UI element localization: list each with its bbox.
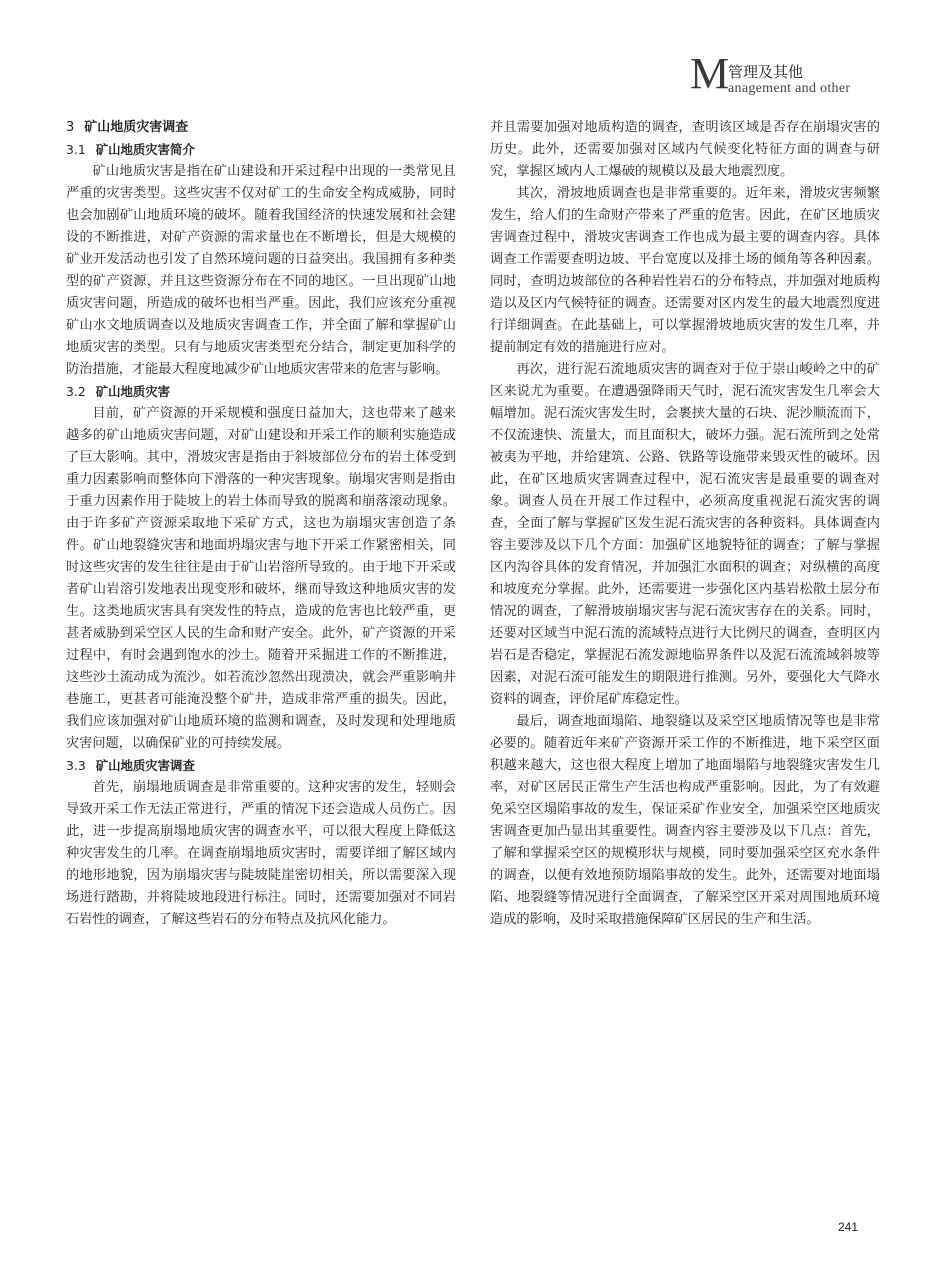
header-title-en: anagement and other (728, 81, 851, 96)
right-column (490, 117, 880, 931)
subsection-number: 3.3 (66, 758, 86, 773)
running-header (690, 49, 930, 102)
subsection-number: 3.1 (66, 142, 86, 157)
subsection-number: 3.2 (66, 384, 86, 399)
paragraph: 其次，滑坡地质调查也是非常重要的。近年来，滑坡灾害频繁发生，给人们的生命财产带来了严重的危害。因此，在矿区地质灾害调查过程中，滑坡灾害调查工作也成为最主要的调查内容。具体调查工作需要查明边坡、平台宽度以及排土场的倾角等各种因素。同时，查明边坡部位的各种岩性岩石的分布特点，并加强对地质构造以及区内气候特征的调查。还需要对区内发生的最大地震烈度进行详细调查。在此基础上，可以掌握滑坡地质灾害的发生几率，并提前制定有效的措施进行应对。 (490, 186, 880, 355)
subsection-title: 矿山地质灾害调查 (95, 758, 195, 773)
header-title-cn: 管理及其他 (728, 63, 804, 81)
paragraph: 最后，调查地面塌陷、地裂缝以及采空区地质情况等也是非常必要的。随着近年来矿产资源开采工作的不断推进，地下采空区面积越来越大，这也很大程度上增加了地面塌陷与地裂缝灾害发生几率，对矿区居民正常生产生活也构成严重影响。因此，为了有效避免采空区塌陷事故的发生，保证采矿作业安全，加强采空区地质灾害调查更加凸显出其重要性。调查内容主要涉及以下几点：首先，了解和掌握采空区的规模形状与规模，同时要加强采空区充水条件的调查，以便有效地预防塌陷事故的发生。此外，还需要对地面塌陷、地裂缝等情况进行全面调查，了解采空区开采对周围地质环境造成的影响，及时采取措施保障矿区居民的生产和生活。 (490, 714, 880, 927)
left-column (66, 117, 456, 931)
paragraph: 首先，崩塌地质调查是非常重要的。这种灾害的发生，轻则会导致开采工作无法正常进行，严重的情况下还会造成人员伤亡。因此，进一步提高崩塌地质灾害的调查水平，可以很大程度上降低这种灾害发生的几率。在调查崩塌地质灾害时，需要详细了解区域内的地形地貌，因为崩塌灾害与陡坡陡崖密切相关，所以需要深入现场进行踏勘，并将陡坡地段进行标注。同时，还需要加强对不同岩石岩性的调查，了解这些岩石的分布特点及抗风化能力。 (66, 780, 456, 927)
paragraph-continued: 并且需要加强对地质构造的调查，查明该区域是否存在崩塌灾害的历史。此外，还需要加强对区域内气候变化特征方面的调查与研究，掌握区域内人工爆破的规模以及最大地震烈度。 (490, 120, 880, 179)
paragraph: 目前，矿产资源的开采规模和强度日益加大，这也带来了越来越多的矿山地质灾害问题，对矿山建设和开采工作的顺利实施造成了巨大影响。其中，滑坡灾害是指由于斜坡部位分布的岩土体受到重力因素影响而整体向下滑落的一种灾害现象。崩塌灾害则是指由于重力因素作用于陡坡上的岩土体而导致的脱离和崩落滚动现象。由于许多矿产资源采取地下采矿方式，这也为崩塌灾害创造了条件。矿山地裂缝灾害和地面坍塌灾害与地下开采工作紧密相关，同时这些灾害的发生往往是由于矿山岩溶所导致的。由于地下开采或者矿山岩溶引发地表出现变形和破坏，继而导致这种地质灾害的发生。这类地质灾害具有突发性的特点，造成的危害也比较严重，更甚者威胁到采空区人民的生命和财产安全。此外，矿产资源的开采过程中，有时会遇到饱水的沙土。随着开采掘进工作的不断推进，这些沙土流动成为流沙。如若流沙忽然出现溃决，就会严重影响井巷施工，更甚者可能淹没整个矿井，造成非常严重的损失。因此，我们应该加强对矿山地质环境的监测和调查，及时发现和处理地质灾害问题，以确保矿业的可持续发展。 (66, 406, 456, 751)
subsection-heading-3-3 (66, 755, 456, 777)
subsection-title: 矿山地质灾害简介 (95, 142, 195, 157)
paragraph: 再次，进行泥石流地质灾害的调查对于位于崇山峻岭之中的矿区来说尤为重要。在遭遇强降雨天气时，泥石流灾害发生几率会大幅增加。泥石流灾害发生时，会裹挟大量的石块、泥沙顺流而下，不仅流速快、流量大，而且面积大，破坏力强。泥石流所到之处常被夷为平地，并给建筑、公路、铁路等设施带来毁灭性的破坏。因此，在矿区地质灾害调查过程中，泥石流灾害是最重要的调查对象。调查人员在开展工作过程中，必须高度重视泥石流灾害的调查，全面了解与掌握矿区发生泥石流灾害的各种资料。具体调查内容主要涉及以下几个方面：加强矿区地貌特征的调查；了解与掌握区内沟谷具体的发育情况，并加强汇水面积的调查；对纵横的高度和坡度充分掌握。此外，还需要进一步强化区内基岩松散土层分布情况的调查，了解滑坡崩塌灾害与泥石流灾害存在的关系。同时，还要对区域当中泥石流的流域特点进行大比例尺的调查，查明区内岩石是否稳定，掌握泥石流发源地临界条件以及泥石流流域斜坡等因素，对泥石流可能发生的期限进行推测。另外，要强化大气降水资料的调查，评价尾矿库稳定性。 (490, 362, 880, 707)
page-number: 241 (838, 1220, 859, 1234)
subsection-title: 矿山地质灾害 (95, 384, 171, 399)
section-number: 3 (66, 120, 75, 135)
subsection-heading-3-1 (66, 139, 456, 161)
header-initial: M (690, 49, 730, 98)
section-title: 矿山地质灾害调查 (84, 120, 189, 135)
section-heading (66, 117, 456, 139)
paragraph: 矿山地质灾害是指在矿山建设和开采过程中出现的一类常见且严重的灾害类型。这些灾害不仅对矿工的生命安全构成威胁，同时也会加剧矿山地质环境的破坏。随着我国经济的快速发展和社会建设的不断推进，对矿产资源的需求量也在不断增长，但是大规模的矿业开发活动也引发了自然环境问题的日益突出。我国拥有多种类型的矿产资源，并且这些资源分布在不同的地区。一旦出现矿山地质灾害问题，所造成的破坏也相当严重。因此，我们应该充分重视矿山水文地质调查以及地质灾害调查工作，并全面了解和掌握矿山地质灾害的类型。只有与地质灾害类型充分结合，制定更加科学的防治措施，才能最大程度地减少矿山地质灾害带来的危害与影响。 (66, 164, 456, 377)
subsection-heading-3-2 (66, 381, 456, 403)
